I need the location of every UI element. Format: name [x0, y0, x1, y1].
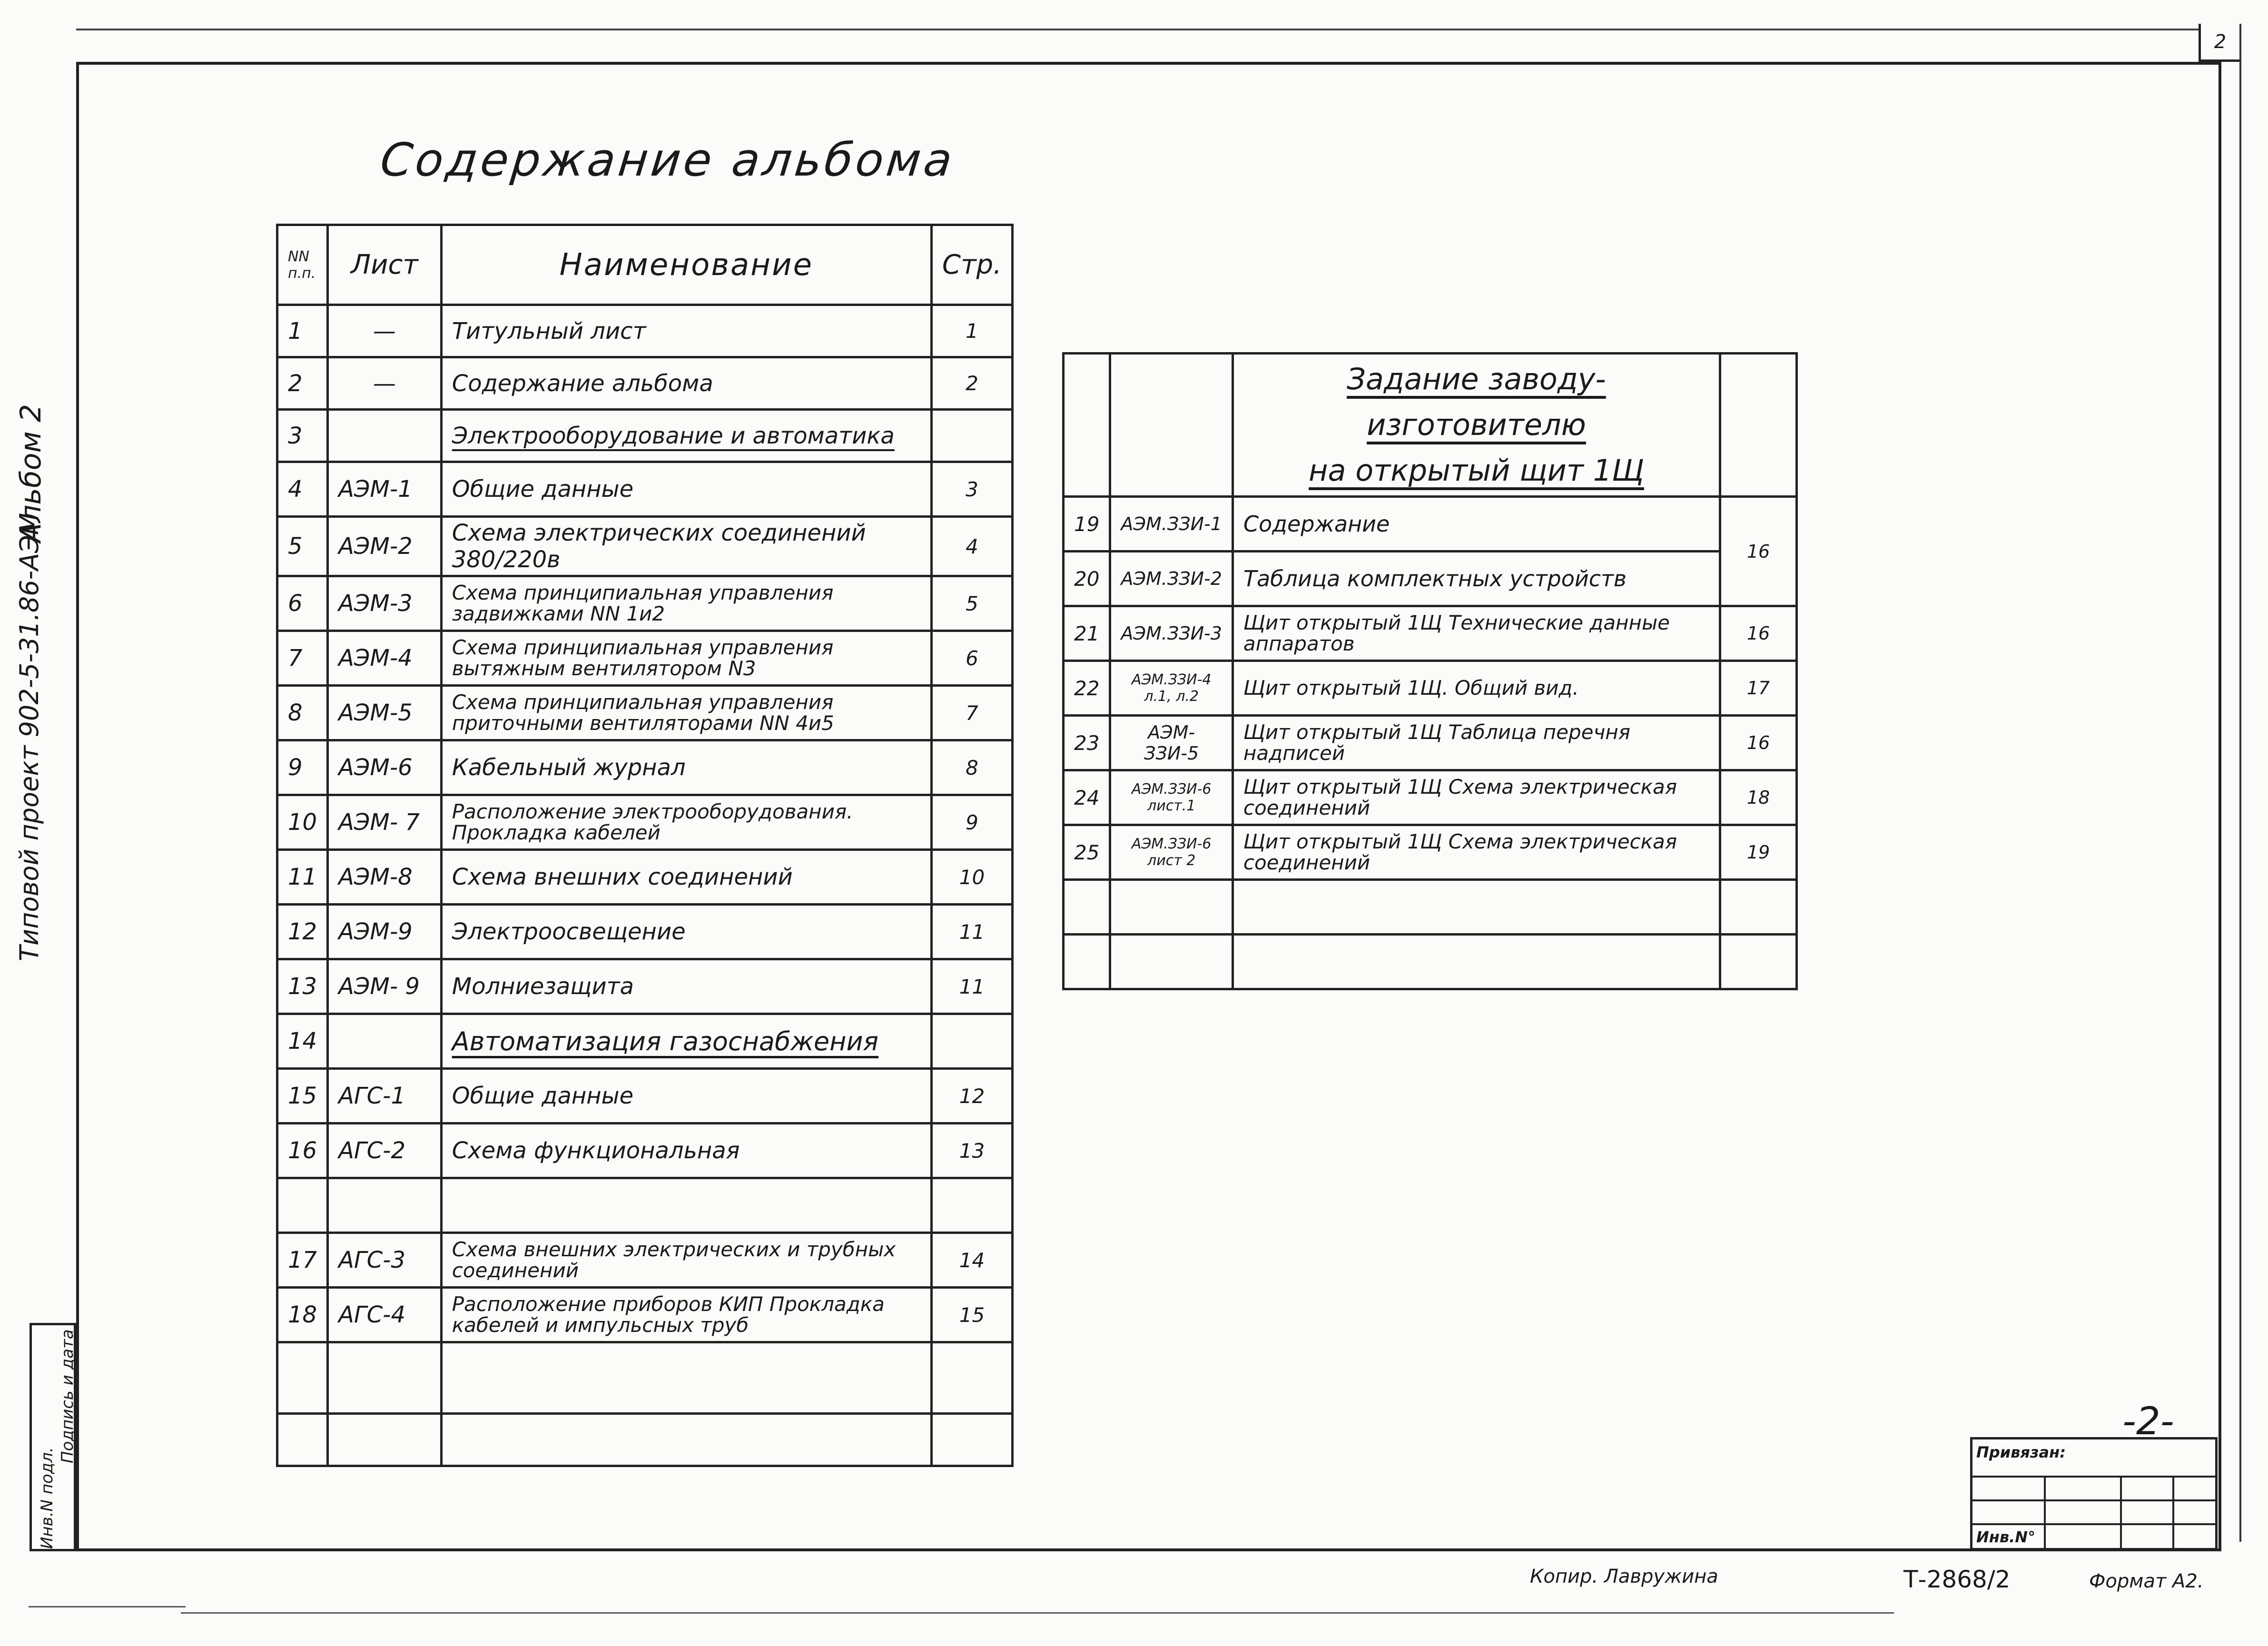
stamp-inv-label: Инв.N подл.: [38, 1447, 57, 1549]
privyazan-label: Привязан:: [1976, 1443, 2066, 1461]
side-project-label: Типовой проект 902-5-31.86-АЭМ: [14, 513, 44, 961]
table-row: [1064, 935, 1797, 989]
stamp-sign-label: Подпись и дата: [58, 1329, 77, 1463]
copier-label: Копир. Лавружина: [1530, 1566, 1718, 1587]
table-row: 1 — Титульный лист 1: [277, 305, 1013, 357]
header-page: Стр.: [931, 225, 1012, 305]
corner-sheet-number: 2: [2199, 24, 2239, 62]
table-row: 16 АГС-2 Схема функциональная 13: [277, 1124, 1013, 1178]
doc-number: Т-2868/2: [1903, 1566, 2011, 1593]
assignment-table: [1062, 352, 1798, 990]
header-name: Наименование: [441, 225, 931, 305]
title-block: [1970, 1437, 2218, 1550]
table-row: 13 АЭМ- 9 Молниезащита 11: [277, 959, 1013, 1014]
table-row: 3 Электрооборудование и автоматика: [277, 410, 1013, 462]
assignment-header-line2: на открытый щит 1Щ: [1309, 453, 1644, 488]
table-row: 18 АГС-4 Расположение приборов КИП Прокладка кабелей и импульсных труб 15: [277, 1288, 1013, 1342]
header-num: NN п.п.: [277, 225, 328, 305]
table-row: 5 АЭМ-2 Схема электрических соединений 380/220в 4: [277, 517, 1013, 576]
table-row: 7 АЭМ-4 Схема принципиальная управления вытяжным вентилятором N3 6: [277, 631, 1013, 686]
page-number-mark: -2-: [2122, 1399, 2174, 1443]
table-row: 23 АЭМ-ЗЗИ-5 Щит открытый 1Щ Таблица перечня надписей 16: [1064, 716, 1797, 770]
contents-table: [276, 224, 1014, 1467]
table-row: 14 Автоматизация газоснабжения: [277, 1014, 1013, 1069]
bottom-line-left: [29, 1606, 186, 1607]
table-row: 2 — Содержание альбома 2: [277, 357, 1013, 410]
table-row: 4 АЭМ-1 Общие данные 3: [277, 462, 1013, 517]
table-row: 19 АЭМ.ЗЗИ-1 Содержание 16: [1064, 497, 1797, 552]
table-row: [1064, 880, 1797, 935]
table-row: 22 АЭМ.ЗЗИ-4 л.1, л.2 Щит открытый 1Щ. Общий вид. 17: [1064, 661, 1797, 716]
table-row: 25 АЭМ.ЗЗИ-6 лист 2 Щит открытый 1Щ Схема электрическая соединений 19: [1064, 825, 1797, 880]
page-title: Содержание альбома: [378, 133, 958, 187]
table-header-row: [277, 225, 1013, 305]
table-row: 10 АЭМ- 7 Расположение электрооборудования. Прокладка кабелей 9: [277, 795, 1013, 850]
header-sheet: Лист: [328, 225, 442, 305]
table-row: [277, 1342, 1013, 1414]
table-row: 6 АЭМ-3 Схема принципиальная управления задвижками NN 1и2 5: [277, 576, 1013, 631]
table-row: [277, 1414, 1013, 1466]
table-row: 20 АЭМ.ЗЗИ-2 Таблица комплектных устройств: [1064, 552, 1797, 606]
inv-label: Инв.N°: [1976, 1528, 2036, 1546]
assignment-header: [1233, 354, 1720, 497]
format-label: Формат А2.: [2089, 1570, 2204, 1592]
table-row: 21 АЭМ.ЗЗИ-3 Щит открытый 1Щ Технические данные аппаратов 16: [1064, 606, 1797, 661]
table-row: 15 АГС-1 Общие данные 12: [277, 1069, 1013, 1124]
table-row: 17 АГС-3 Схема внешних электрических и трубных соединений 14: [277, 1233, 1013, 1288]
table-row: 8 АЭМ-5 Схема принципиальная управления приточными вентиляторами NN 4и5 7: [277, 686, 1013, 740]
table-row: 9 АЭМ-6 Кабельный журнал 8: [277, 740, 1013, 795]
table-row: [277, 1178, 1013, 1233]
assignment-header-row: [1064, 354, 1797, 497]
assignment-header-line1: Задание заводу-изготовителю: [1347, 362, 1606, 442]
side-album-label: Альбом 2: [14, 404, 48, 542]
bottom-line: [181, 1612, 1894, 1614]
left-stamp: [30, 1323, 76, 1551]
table-row: 11 АЭМ-8 Схема внешних соединений 10: [277, 850, 1013, 905]
right-border-line: [2239, 24, 2241, 1542]
top-border-line: [76, 29, 2199, 30]
table-row: 12 АЭМ-9 Электроосвещение 11: [277, 905, 1013, 959]
table-row: 24 АЭМ.ЗЗИ-6 лист.1 Щит открытый 1Щ Схема электрическая соединений 18: [1064, 770, 1797, 825]
